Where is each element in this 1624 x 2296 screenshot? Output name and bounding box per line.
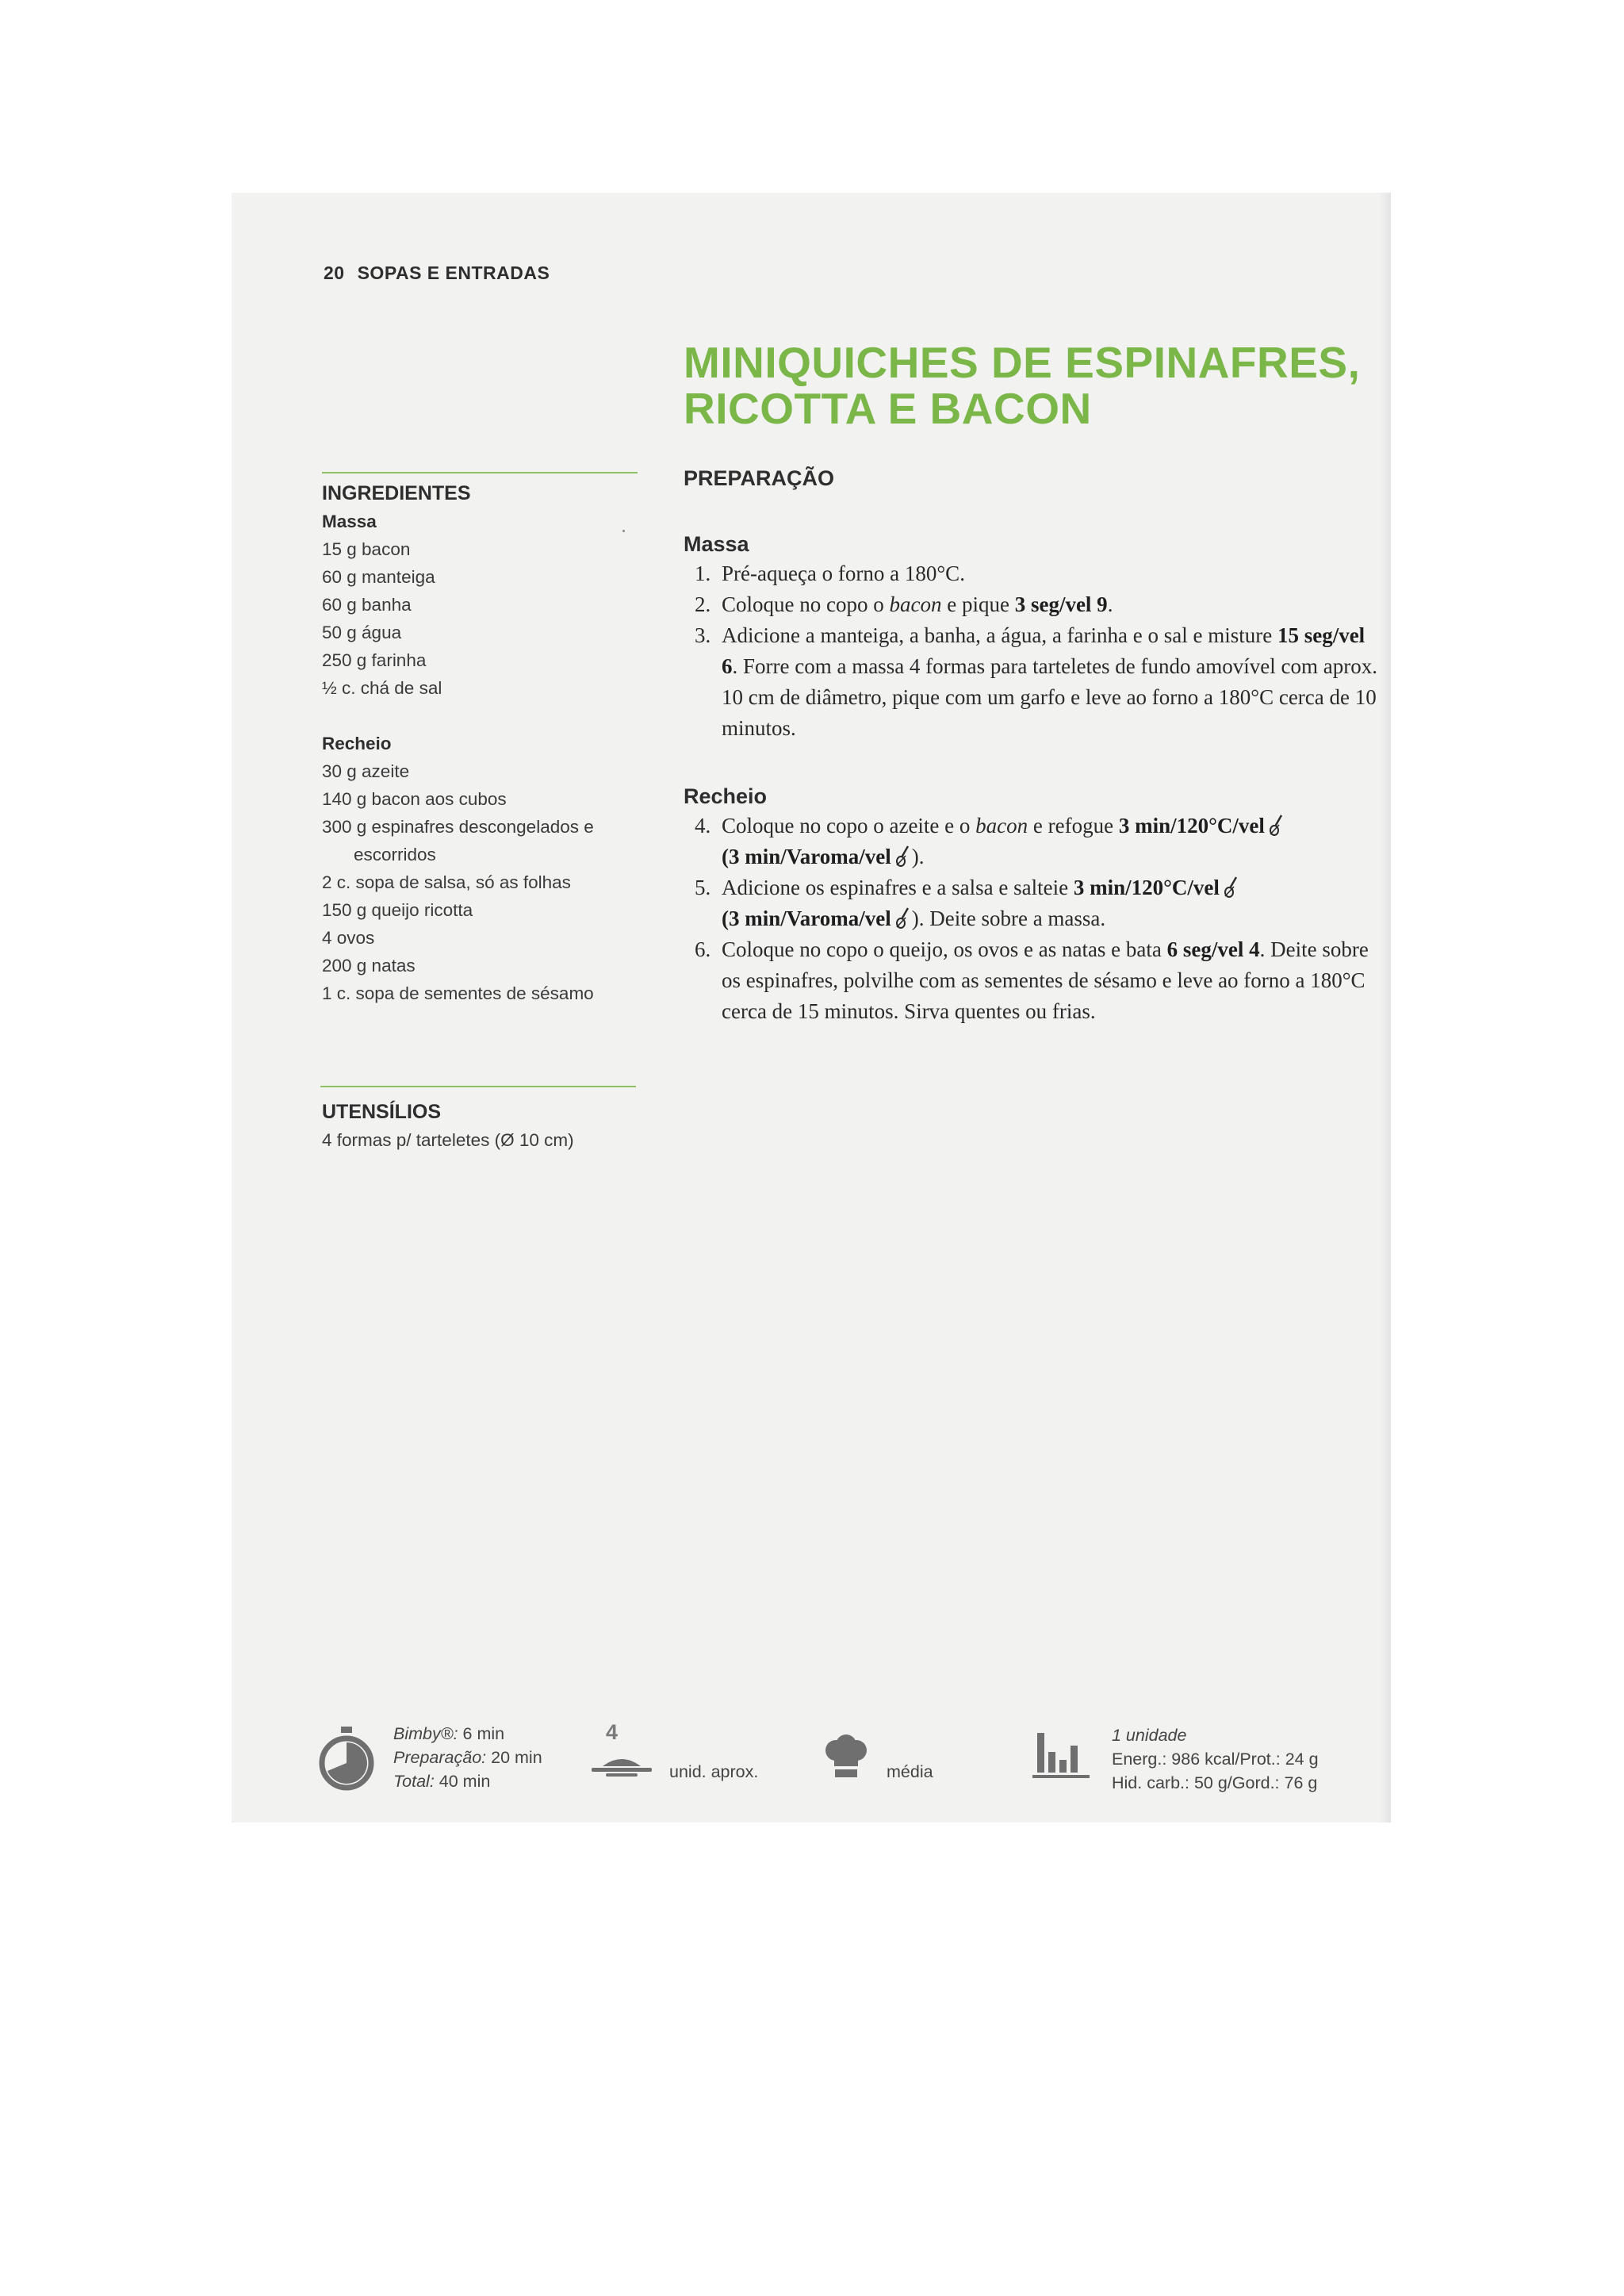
ingredient-item: ½ c. chá de sal — [322, 678, 442, 698]
ingredients-panel — [322, 480, 635, 1007]
steps-massa — [684, 558, 1381, 744]
ingredient-item: 200 g natas — [322, 956, 416, 976]
preparation-recheio — [684, 782, 1381, 1027]
utensil-item: 4 formas p/ tarteletes (Ø 10 cm) — [322, 1130, 574, 1150]
section-name: SOPAS E ENTRADAS — [357, 263, 550, 283]
recipe-title — [684, 339, 1381, 431]
spoon-icon — [894, 907, 912, 930]
ingredients-heading: INGREDIENTES — [322, 482, 471, 504]
ingredient-list-recheio — [322, 757, 635, 1007]
ingredient-item: 60 g manteiga — [322, 567, 435, 587]
ingredient-group-title: Recheio — [322, 734, 392, 753]
step-item: 3. Adicione a manteiga, a banha, a água, a farinha e o sal e misture 15 seg/vel 6. Forre com a massa 4 formas para tarteletes de fundo amovível com aprox. 10 cm de diâmetro, pique com um garfo e leve ao forno a 180°C cerca de 10 minutos. — [695, 623, 1377, 740]
ingredient-item: 250 g farinha — [322, 650, 427, 670]
preparation-panel — [684, 466, 1381, 491]
page-edge-shadow — [1380, 193, 1391, 1823]
nutrition-chart-icon — [1032, 1728, 1090, 1780]
ingredients-rule — [322, 472, 638, 473]
step-item: 1. Pré-aqueça o forno a 180°C. — [695, 562, 965, 585]
step-item: 4. Coloque no copo o azeite e o bacon e refogue 3 min/120°C/vel (3 min/Varoma/vel ). — [684, 811, 1381, 872]
preparation-massa — [684, 530, 1381, 744]
nutrition-info: 1 unidade Energ.: 986 kcal/Prot.: 24 g Hid. carb.: 50 g/Gord.: 76 g — [1112, 1726, 1319, 1792]
portions-count: 4 — [606, 1720, 619, 1744]
recipe-page — [232, 193, 1391, 1823]
ingredient-item: 4 ovos — [322, 928, 375, 948]
spoon-icon — [894, 845, 912, 868]
page-number: 20 — [324, 263, 345, 283]
ingredient-item: 300 g espinafres descongelados e escorridos — [322, 817, 594, 864]
recipe-title-line-2: RICOTTA E BACON — [684, 384, 1092, 433]
recipe-title-line-1: MINIQUICHES DE ESPINAFRES, — [684, 338, 1361, 387]
steps-recheio — [684, 811, 1381, 1027]
step-item: 2. Coloque no copo o bacon e pique 3 seg/vel 9. — [695, 592, 1113, 616]
time-info: Bimby®: 6 min Preparação: 20 min Total: 40 min — [393, 1724, 542, 1791]
step-item: 6. Coloque no copo o queijo, os ovos e as natas e bata 6 seg/vel 4. Deite sobre os espinafres, polvilhe com as sementes de sésamo e leve ao forno a 180°C cerca de 15 minutos. Sirva quentes ou frias. — [695, 937, 1369, 1023]
ingredient-item: 2 c. sopa de salsa, só as folhas — [322, 872, 571, 892]
prep-section-title: Recheio — [684, 784, 768, 808]
ingredient-list-massa — [322, 535, 635, 702]
utensils-heading: UTENSÍLIOS — [322, 1101, 442, 1123]
chef-hat-icon — [823, 1734, 869, 1782]
ingredient-item: 50 g água — [322, 623, 402, 642]
preparation-heading: PREPARAÇÃO — [684, 466, 835, 490]
spoon-icon — [1268, 814, 1285, 838]
utensils-rule — [320, 1086, 636, 1087]
utensils-panel — [322, 1098, 635, 1154]
portions-label: unid. aprox. — [669, 1762, 759, 1781]
ingredient-item: 150 g queijo ricotta — [322, 900, 473, 920]
stopwatch-icon — [317, 1725, 376, 1792]
ingredient-item: 140 g bacon aos cubos — [322, 789, 507, 809]
step-item: 5. Adicione os espinafres e a salsa e salteie 3 min/120°C/vel (3 min/Varoma/vel ). Deite sobre a massa. — [684, 872, 1381, 934]
ingredient-item: 30 g azeite — [322, 761, 410, 781]
recipe-footer — [232, 1715, 1391, 1819]
ingredient-item: 1 c. sopa de sementes de sésamo — [322, 983, 594, 1003]
prep-section-title: Massa — [684, 532, 749, 556]
difficulty-label: média — [887, 1762, 933, 1781]
spoon-icon — [1223, 876, 1240, 899]
page-header — [324, 263, 562, 284]
plate-icon — [592, 1752, 652, 1780]
ingredient-item: 60 g banha — [322, 595, 412, 615]
ingredient-item: 15 g bacon — [322, 539, 411, 559]
ingredient-group-title: Massa — [322, 512, 377, 531]
